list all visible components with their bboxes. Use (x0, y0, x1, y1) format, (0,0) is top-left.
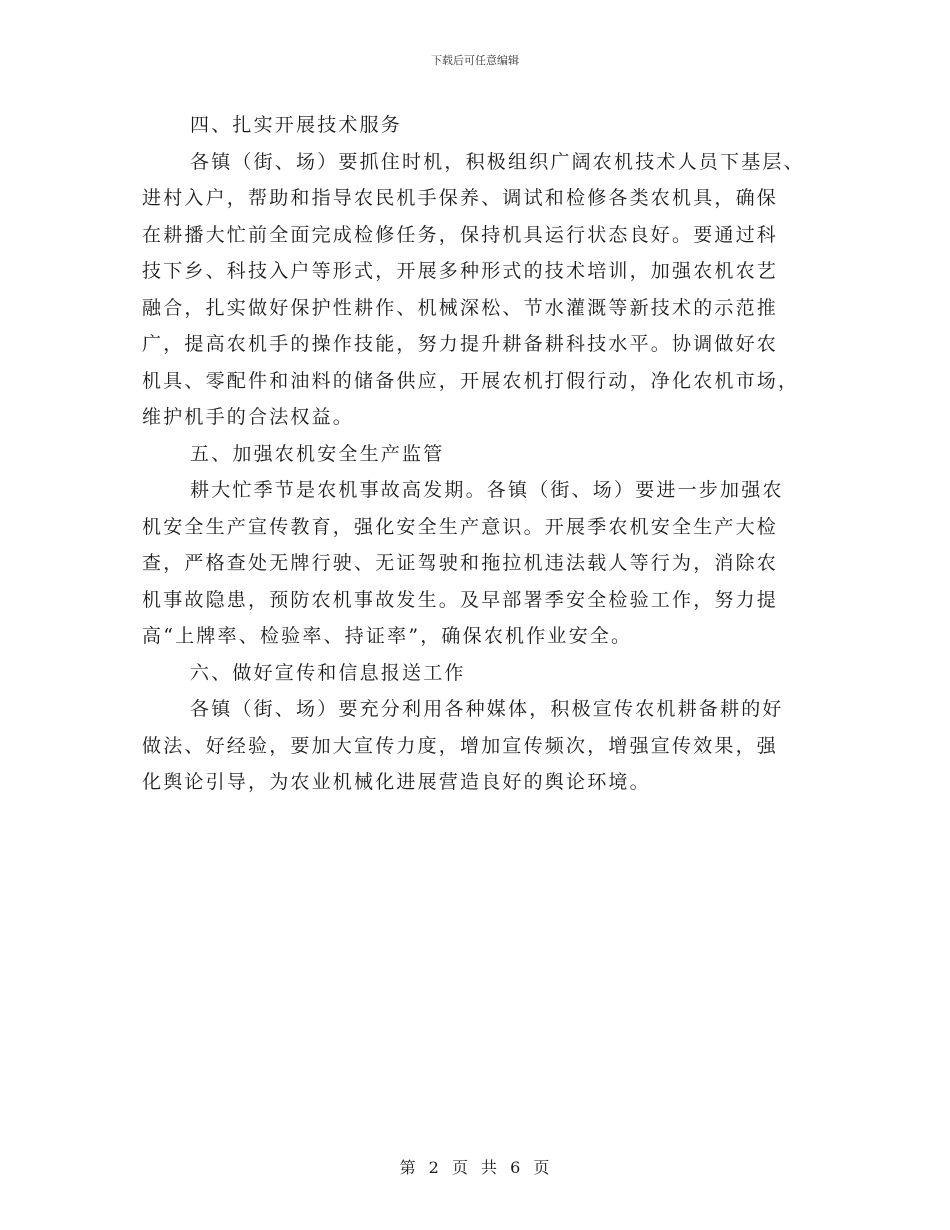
paragraph-line: 机安全生产宣传教育，强化安全生产意识。开展季农机安全生产大检 (142, 515, 779, 538)
paragraph-line: 融合，扎实做好保护性耕作、机械深松、节水灌溉等新技术的示范推 (142, 296, 779, 319)
paragraph-line: 高“上牌率、检验率、持证率”，确保农机作业安全。 (142, 625, 633, 647)
paragraph-line: 查，严格查处无牌行驶、无证驾驶和拖拉机违法载人等行为，消除农 (142, 552, 779, 574)
paragraph-line: 在耕播大忙前全面完成检修任务，保持机具运行状态良好。要通过科 (142, 223, 779, 246)
paragraph-line: 维护机手的合法权益。 (142, 406, 355, 428)
paragraph-line: 化舆论引导，为农业机械化进展营造良好的舆论环境。 (142, 771, 651, 793)
document-body (142, 107, 812, 801)
section-heading: 六、做好宣传和信息报送工作 (190, 661, 466, 684)
section-6 (142, 655, 812, 801)
paragraph-line: 各镇（街、场）要充分利用各种媒体，积极宣传农机耕备耕的好 (190, 698, 784, 720)
paragraph-line: 技下乡、科技入户等形式，开展多种形式的技术培训，加强农机农艺 (142, 260, 779, 282)
paragraph-line: 机事故隐患，预防农机事故发生。及早部署季安全检验工作，努力提 (142, 588, 779, 611)
paragraph-line: 耕大忙季节是农机事故高发期。各镇（街、场）要进一步加强农 (190, 479, 784, 501)
section-heading: 五、加强农机安全生产监管 (190, 442, 445, 465)
paragraph-line: 做法、好经验，要加大宣传力度，增加宣传频次，增强宣传效果，强 (142, 734, 779, 757)
section-heading: 四、扎实开展技术服务 (190, 114, 403, 136)
section-5 (142, 436, 812, 655)
paragraph-line: 机具、零配件和油料的储备供应，开展农机打假行动，净化农机市场， (142, 369, 800, 392)
paragraph-line: 各镇（街、场）要抓住时机，积极组织广阔农机技术人员下基层、 (190, 150, 805, 173)
paragraph-line: 广，提高农机手的操作技能，努力提升耕备耕科技水平。协调做好农 (142, 333, 779, 355)
section-4 (142, 107, 812, 436)
page-number: 第 2 页 共 6 页 (399, 1158, 551, 1177)
page-header: 下载后可任意编辑 (431, 54, 519, 67)
paragraph-line: 进村入户，帮助和指导农民机手保养、调试和检修各类农机具，确保 (142, 187, 779, 209)
